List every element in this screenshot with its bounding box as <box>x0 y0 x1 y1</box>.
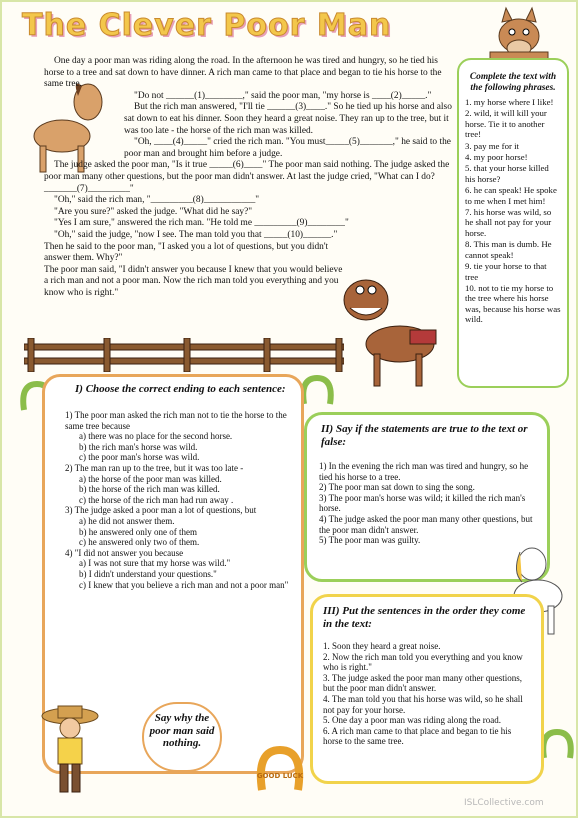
statement-item: 4) The judge asked the poor man many other questions, but the poor man didn't answer. <box>319 513 533 535</box>
story-paragraph: "Oh," said the rich man, "_________(8)___________" <box>54 195 260 206</box>
story-paragraph: But the rich man answered, "I'll tie ______(3)____." So he tied up his horse and also sat down to eat his dinner. Soon they heard a great noise. They ran up to the tree, but it was too late - the horse of the rich man was killed. <box>124 102 452 136</box>
phrase-item: 6. he can speak! He spoke to me when I met him! <box>465 185 557 206</box>
story-paragraph: "Oh," said the judge, "now I see. The man told you that _____(10)______." Then he said to the poor man, "I asked you a lot of questions, but you didn't answer them. Why?" <box>44 229 338 264</box>
horse-head-illustration <box>484 6 554 62</box>
phrases-list <box>465 97 561 325</box>
order-item: 6. A rich man came to that place and began to tie his horse to the same tree. <box>323 725 512 747</box>
statement-item: 1) In the evening the rich man was tired and hungry, so he tied his horse to a tree. <box>319 461 529 482</box>
answer-option: a) there was no place for the second horse. <box>79 431 233 442</box>
answer-option: a) he did not answer them. <box>79 515 175 526</box>
section-heading: II) Say if the statements are true to the text or false: <box>321 423 528 448</box>
answer-option: c) the poor man's horse was wild. <box>79 452 200 463</box>
question <box>65 463 289 505</box>
order-list <box>313 631 541 747</box>
section-heading: III) Put the sentences in the order they come in the text: <box>323 605 526 630</box>
story-paragraph: "Yes I am sure," answered the rich man. "He told me _________(9)________" <box>54 218 349 229</box>
phrase-item: 1. my horse where I like! <box>465 97 554 107</box>
story-paragraph: The poor man said, "I didn't answer you because I knew that you would believe a rich man and not a poor man. Now the rich man told you everything and you know who is right." <box>44 264 343 298</box>
good-luck-label: GOOD LUCK <box>256 772 304 780</box>
phrase-item: 3. pay me for it <box>465 140 519 151</box>
order-item: 5. One day a poor man was riding along the road. <box>323 715 501 726</box>
phrase-item: 4. my poor horse! <box>465 152 528 163</box>
order-item: 2. Now the rich man told you everything and you know who is right." <box>323 651 523 673</box>
statement-item: 3) The poor man's horse was wild; it killed the rich man's horse. <box>319 492 526 514</box>
order-item: 4. The man told you that his horse was wild, so he shall not pay for your horse. <box>323 693 523 715</box>
story-paragraph: The judge asked the poor man, "Is it true _____(6)____" The poor man said nothing. The judge asked the poor man many other questions, but the poor man didn't answer. At last the judge cried, "What can I do?_______(7)_________" <box>44 160 450 194</box>
question-text: 2) The man ran up to the tree, but it was too late - <box>65 462 244 473</box>
answer-option: b) the rich man's horse was wild. <box>79 441 198 452</box>
question-text: 4) "I did not answer you because <box>65 547 184 558</box>
story-paragraph: "Oh, ____(4)_____" cried the rich man. "You must_____(5)_______," he said to the poor man and brought him before a judge. <box>124 137 451 159</box>
order-item: 1. Soon they heard a great noise. <box>323 641 441 651</box>
laughing-horse-illustration <box>340 264 450 394</box>
question <box>65 548 289 590</box>
answer-option: c) the horse of the rich man had run away . <box>79 494 234 505</box>
fence-illustration <box>24 338 344 372</box>
cowboy-illustration <box>36 702 110 796</box>
question <box>65 505 289 547</box>
section-order <box>310 594 544 784</box>
story-paragraph: "Are you sure?" asked the judge. "What did he say?" <box>54 206 253 217</box>
phrase-item: 9. tie your horse to that tree <box>465 261 547 282</box>
answer-option: c) he answered only two of them. <box>79 537 200 548</box>
good-luck-horseshoe-icon <box>252 744 308 796</box>
answer-option: b) I didn't understand your questions." <box>79 568 217 579</box>
question-text: 3) The judge asked a poor man a lot of questions, but <box>65 505 257 516</box>
question <box>65 410 289 463</box>
statement-list <box>307 449 547 546</box>
watermark: ISLCollective.com <box>464 798 544 808</box>
phrase-item: 7. his horse was wild, so he shall not pay for your horse. <box>465 207 552 238</box>
story-paragraph: One day a poor man was riding along the road. In the afternoon he was tired and hungry, so he tied his horse to a tree and sat down to have dinner. A rich man came to that place and began to tie his horse to the same tree. <box>44 56 442 90</box>
answer-option: b) he answered only one of them <box>79 526 197 537</box>
phrase-item: 10. not to tie my horse to the tree where his horse was, because his horse was wild. <box>465 282 561 325</box>
phrases-box <box>457 58 569 388</box>
story-paragraph: "Do not ______(1)________," said the poor man, "my horse is ____(2)_____." <box>134 90 432 101</box>
answer-option: c) I knew that you believe a rich man and not a poor man" <box>79 579 289 590</box>
phrase-item: 8. This man is dumb. He cannot speak! <box>465 239 552 260</box>
story-text <box>44 56 454 299</box>
phrases-heading: Complete the text with the following phrases. <box>469 72 557 93</box>
why-bubble: Say why the poor man said nothing. <box>142 702 222 772</box>
statement-item: 2) The poor man sat down to sing the song. <box>319 482 475 493</box>
page-title: The Clever Poor Man <box>22 8 392 43</box>
answer-option: a) I was not sure that my horse was wild." <box>79 558 231 569</box>
order-item: 3. The judge asked the poor man many other questions, but the poor man didn't answer. <box>323 672 523 694</box>
statement-item: 5) The poor man was guilty. <box>319 535 421 546</box>
answer-option: b) the horse of the rich man was killed. <box>79 484 220 495</box>
question-text: 1) The poor man asked the rich man not to tie the horse to the same tree because <box>65 410 287 431</box>
phrase-item: 5. that your horse killed his horse? <box>465 163 549 184</box>
answer-option: a) the horse of the poor man was killed. <box>79 473 222 484</box>
phrase-item: 2. wild, it will kill your horse. Tie it to another tree! <box>465 108 547 140</box>
section-heading: I) Choose the correct ending to each sentence: <box>75 383 286 395</box>
